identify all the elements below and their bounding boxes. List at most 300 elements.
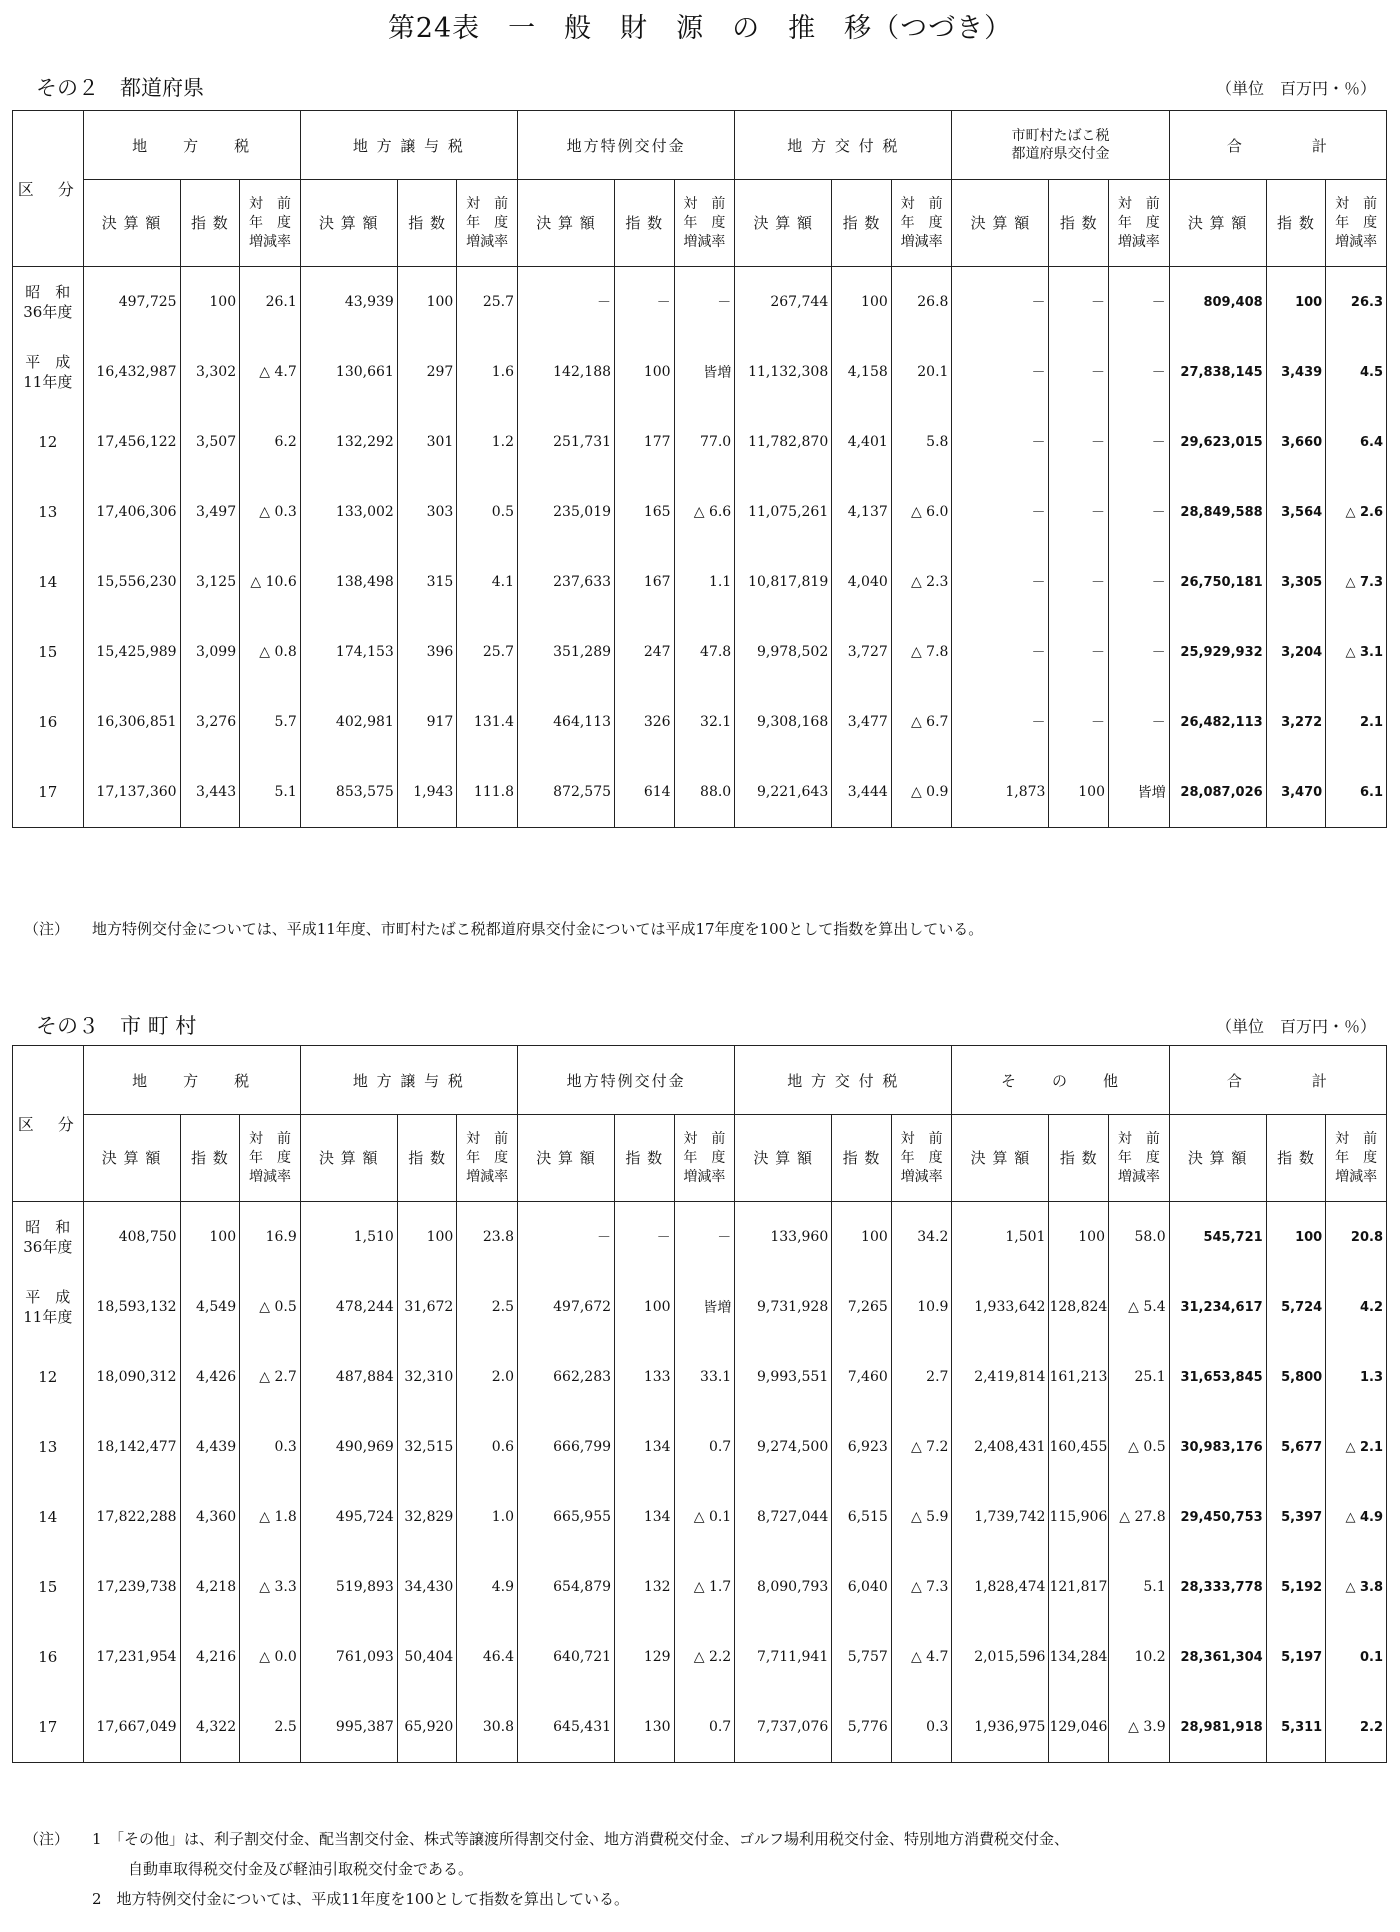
value-cell: 17,406,306 [83, 477, 180, 547]
note-1: 1 「その他」は、利子割交付金、配当割交付金、株式等譲渡所得割交付金、地方消費税交付金、ゴルフ場利用税交付金、特別地方消費税交付金、 [92, 1830, 1070, 1848]
total-cell: 30,983,176 [1169, 1412, 1266, 1482]
value-cell: 17,231,954 [83, 1622, 180, 1692]
value-cell: 7,460 [832, 1342, 892, 1412]
total-cell: △ 2.6 [1326, 477, 1387, 547]
value-cell: 皆増 [1109, 757, 1170, 828]
total-cell: △ 3.1 [1326, 617, 1387, 687]
index-header: 指 数 [1266, 1115, 1326, 1202]
value-cell: △ 3.9 [1109, 1692, 1170, 1763]
table-row [13, 1342, 1387, 1412]
value-cell: 666,799 [518, 1412, 615, 1482]
value-cell: 88.0 [674, 757, 735, 828]
rate-header-line: 増減率 [466, 1168, 509, 1185]
total-cell: 28,361,304 [1169, 1622, 1266, 1692]
value-cell: 133 [615, 1342, 675, 1412]
value-cell: △ 7.2 [891, 1412, 952, 1482]
rate-header-line: 対 前 [248, 195, 291, 212]
total-cell: △ 7.3 [1326, 547, 1387, 617]
total-cell: 26.3 [1326, 267, 1387, 338]
value-cell: － [1109, 337, 1170, 407]
value-cell: 9,993,551 [735, 1342, 832, 1412]
value-cell: 917 [397, 687, 457, 757]
value-cell: 100 [180, 267, 240, 338]
rate-header-line: 年 度 [248, 1149, 291, 1166]
note-label: （注） [24, 1830, 70, 1848]
value-cell: 4.9 [457, 1552, 518, 1622]
value-cell: 4,216 [180, 1622, 240, 1692]
rate-header-line: 対 前 [683, 1130, 726, 1147]
value-cell: △ 6.6 [674, 477, 735, 547]
value-cell: 645,431 [518, 1692, 615, 1763]
amount-header: 決 算 額 [518, 1115, 615, 1202]
value-cell: 4,322 [180, 1692, 240, 1763]
value-cell: 614 [615, 757, 675, 828]
total-cell: 5,677 [1266, 1412, 1326, 1482]
table-row [13, 1692, 1387, 1763]
value-cell: 2,419,814 [952, 1342, 1049, 1412]
rate-header-line: 年 度 [1117, 1149, 1160, 1166]
value-cell: 301 [397, 407, 457, 477]
amount-header: 決 算 額 [300, 1115, 397, 1202]
value-cell: 1.1 [674, 547, 735, 617]
value-cell: △ 0.3 [240, 477, 301, 547]
rate-header-line: 対 前 [248, 1130, 291, 1147]
rate-header [1326, 1115, 1387, 1202]
value-cell: 10,817,819 [735, 547, 832, 617]
rate-header-line: 年 度 [248, 214, 291, 231]
year-cell: 14 [13, 1482, 84, 1552]
section3-unit: （単位 百万円・％） [1215, 1017, 1376, 1036]
table-row [13, 1622, 1387, 1692]
value-cell: 134 [615, 1482, 675, 1552]
index-header: 指 数 [180, 1115, 240, 1202]
index-header: 指 数 [832, 1115, 892, 1202]
value-cell: △ 0.0 [240, 1622, 301, 1692]
rate-header-line: 対 前 [900, 195, 943, 212]
total-cell: 5,197 [1266, 1622, 1326, 1692]
value-cell: － [1049, 617, 1109, 687]
value-cell: 1,501 [952, 1202, 1049, 1273]
value-cell: 32,515 [397, 1412, 457, 1482]
value-cell: 100 [1049, 1202, 1109, 1273]
value-cell: － [952, 477, 1049, 547]
municipality-table [12, 1045, 1387, 1763]
value-cell: 5,757 [832, 1622, 892, 1692]
value-cell: 34.2 [891, 1202, 952, 1273]
total-cell: △ 2.1 [1326, 1412, 1387, 1482]
rate-header [674, 180, 735, 267]
value-cell: △ 2.2 [674, 1622, 735, 1692]
amount-header: 決 算 額 [1169, 1115, 1266, 1202]
table-row [13, 337, 1387, 407]
value-cell: 995,387 [300, 1692, 397, 1763]
value-cell: △ 27.8 [1109, 1482, 1170, 1552]
rate-header-line: 年 度 [1335, 214, 1378, 231]
total-cell: 3,470 [1266, 757, 1326, 828]
value-cell: △ 4.7 [240, 337, 301, 407]
value-cell: 1,739,742 [952, 1482, 1049, 1552]
group-header: 地方特例交付金 [518, 111, 735, 180]
value-cell: 0.6 [457, 1412, 518, 1482]
table-row [13, 1272, 1387, 1342]
value-cell: 1,828,474 [952, 1552, 1049, 1622]
value-cell: － [952, 337, 1049, 407]
value-cell: 100 [1049, 757, 1109, 828]
value-cell: 16.9 [240, 1202, 301, 1273]
value-cell: △ 0.5 [1109, 1412, 1170, 1482]
section2-unit: （単位 百万円・％） [1215, 79, 1376, 98]
value-cell: 487,884 [300, 1342, 397, 1412]
value-cell: 161,213 [1049, 1342, 1109, 1412]
value-cell: － [1109, 477, 1170, 547]
value-cell: △ 10.6 [240, 547, 301, 617]
value-cell: 11,782,870 [735, 407, 832, 477]
value-cell: △ 0.1 [674, 1482, 735, 1552]
total-cell: 4.2 [1326, 1272, 1387, 1342]
amount-header: 決 算 額 [518, 180, 615, 267]
value-cell: － [1049, 687, 1109, 757]
value-cell: 26.8 [891, 267, 952, 338]
value-cell: 11,075,261 [735, 477, 832, 547]
total-cell: 6.1 [1326, 757, 1387, 828]
index-header: 指 数 [397, 180, 457, 267]
rate-header-line: 対 前 [1117, 195, 1160, 212]
rate-header-line: 増減率 [683, 1168, 726, 1185]
value-cell: 6,923 [832, 1412, 892, 1482]
rate-header [891, 1115, 952, 1202]
rate-header [1109, 1115, 1170, 1202]
rate-header-line: 増減率 [900, 1168, 943, 1185]
value-cell: 1,933,642 [952, 1272, 1049, 1342]
value-cell: 1.0 [457, 1482, 518, 1552]
value-cell: － [1049, 337, 1109, 407]
value-cell: 2.5 [240, 1692, 301, 1763]
value-cell: 9,978,502 [735, 617, 832, 687]
total-cell: 28,849,588 [1169, 477, 1266, 547]
total-cell: 545,721 [1169, 1202, 1266, 1273]
total-cell: 26,750,181 [1169, 547, 1266, 617]
table-row [13, 477, 1387, 547]
value-cell: 495,724 [300, 1482, 397, 1552]
rate-header-line: 対 前 [466, 195, 509, 212]
value-cell: 2,015,596 [952, 1622, 1049, 1692]
value-cell: 1,936,975 [952, 1692, 1049, 1763]
value-cell: 47.8 [674, 617, 735, 687]
value-cell: 9,731,928 [735, 1272, 832, 1342]
value-cell: 497,672 [518, 1272, 615, 1342]
value-cell: 皆増 [674, 1272, 735, 1342]
value-cell: 1.6 [457, 337, 518, 407]
note-1-cont: 自動車取得税交付金及び軽油引取税交付金である。 [128, 1860, 474, 1878]
value-cell: 4,439 [180, 1412, 240, 1482]
rate-header-line: 対 前 [1335, 1130, 1378, 1147]
year-cell: 17 [13, 757, 84, 828]
value-cell: 490,969 [300, 1412, 397, 1482]
value-cell: 6,040 [832, 1552, 892, 1622]
index-header: 指 数 [1266, 180, 1326, 267]
value-cell: 174,153 [300, 617, 397, 687]
value-cell: － [1109, 547, 1170, 617]
value-cell: 3,444 [832, 757, 892, 828]
group-header: 地 方 交 付 税 [735, 111, 952, 180]
value-cell: 132,292 [300, 407, 397, 477]
total-cell: △ 3.8 [1326, 1552, 1387, 1622]
rate-header [891, 180, 952, 267]
index-header: 指 数 [832, 180, 892, 267]
value-cell: △ 1.7 [674, 1552, 735, 1622]
year-cell: 17 [13, 1692, 84, 1763]
value-cell: 1,510 [300, 1202, 397, 1273]
total-cell: 100 [1266, 267, 1326, 338]
total-cell: 28,981,918 [1169, 1692, 1266, 1763]
section3-title: その３ 市 町 村 [36, 1014, 197, 1038]
table-row [13, 757, 1387, 828]
value-cell: 130,661 [300, 337, 397, 407]
group-header: 地 方 税 [83, 1046, 300, 1115]
page-title: 第24表 一 般 財 源 の 推 移（つづき） [387, 13, 1013, 44]
table-row [13, 1412, 1387, 1482]
value-cell: 131.4 [457, 687, 518, 757]
value-cell: － [518, 1202, 615, 1273]
value-cell: 65,920 [397, 1692, 457, 1763]
value-cell: 30.8 [457, 1692, 518, 1763]
value-cell: 1,873 [952, 757, 1049, 828]
value-cell: 3,276 [180, 687, 240, 757]
value-cell: 100 [832, 1202, 892, 1273]
rate-header [457, 180, 518, 267]
total-cell: 5,397 [1266, 1482, 1326, 1552]
value-cell: 326 [615, 687, 675, 757]
value-cell: 4,401 [832, 407, 892, 477]
total-cell: 5,192 [1266, 1552, 1326, 1622]
value-cell: 26.1 [240, 267, 301, 338]
value-cell: 111.8 [457, 757, 518, 828]
value-cell: － [1049, 267, 1109, 338]
rate-header [674, 1115, 735, 1202]
value-cell: 115,906 [1049, 1482, 1109, 1552]
value-cell: 2.7 [891, 1342, 952, 1412]
value-cell: － [674, 267, 735, 338]
value-cell: △ 1.8 [240, 1482, 301, 1552]
index-header: 指 数 [397, 1115, 457, 1202]
rate-header-line: 年 度 [683, 1149, 726, 1166]
rate-header-line: 年 度 [466, 214, 509, 231]
value-cell: 4,040 [832, 547, 892, 617]
value-cell: 3,727 [832, 617, 892, 687]
value-cell: 160,455 [1049, 1412, 1109, 1482]
rate-header-line: 対 前 [900, 1130, 943, 1147]
index-header: 指 数 [180, 180, 240, 267]
value-cell: 665,955 [518, 1482, 615, 1552]
value-cell: 46.4 [457, 1622, 518, 1692]
value-cell: △ 0.9 [891, 757, 952, 828]
value-cell: － [952, 687, 1049, 757]
rate-header-line: 年 度 [900, 1149, 943, 1166]
value-cell: 2,408,431 [952, 1412, 1049, 1482]
value-cell: 2.0 [457, 1342, 518, 1412]
value-cell: 167 [615, 547, 675, 617]
total-cell: 2.2 [1326, 1692, 1387, 1763]
group-header: 市町村たばこ税 都道府県交付金 [952, 111, 1169, 180]
rate-header-line: 増減率 [248, 233, 291, 250]
rate-header-line: 増減率 [1117, 233, 1160, 250]
year-cell: 16 [13, 687, 84, 757]
value-cell: 0.3 [891, 1692, 952, 1763]
total-cell: 2.1 [1326, 687, 1387, 757]
value-cell: 142,188 [518, 337, 615, 407]
value-cell: 16,432,987 [83, 337, 180, 407]
table-row [13, 1482, 1387, 1552]
value-cell: － [615, 267, 675, 338]
value-cell: 100 [832, 267, 892, 338]
value-cell: 3,099 [180, 617, 240, 687]
value-cell: 132 [615, 1552, 675, 1622]
value-cell: 134,284 [1049, 1622, 1109, 1692]
year-cell: 12 [13, 1342, 84, 1412]
rate-header-line: 増減率 [1117, 1168, 1160, 1185]
value-cell: △ 2.7 [240, 1342, 301, 1412]
year-cell: 昭 和 36年度 [13, 267, 84, 338]
value-cell: 640,721 [518, 1622, 615, 1692]
total-cell: △ 4.9 [1326, 1482, 1387, 1552]
value-cell: 32,310 [397, 1342, 457, 1412]
value-cell: △ 6.0 [891, 477, 952, 547]
value-cell: 1,943 [397, 757, 457, 828]
value-cell: 0.5 [457, 477, 518, 547]
group-header: 合 計 [1169, 111, 1386, 180]
value-cell: 0.7 [674, 1692, 735, 1763]
year-cell: 15 [13, 1552, 84, 1622]
value-cell: － [1049, 547, 1109, 617]
value-cell: － [518, 267, 615, 338]
year-cell: 13 [13, 477, 84, 547]
value-cell: △ 0.5 [240, 1272, 301, 1342]
section2-title: その２ 都道府県 [36, 76, 204, 100]
total-cell: 3,305 [1266, 547, 1326, 617]
value-cell: 129,046 [1049, 1692, 1109, 1763]
year-cell: 13 [13, 1412, 84, 1482]
value-cell: 4,360 [180, 1482, 240, 1552]
value-cell: 4,549 [180, 1272, 240, 1342]
total-cell: 809,408 [1169, 267, 1266, 338]
value-cell: 5.1 [240, 757, 301, 828]
value-cell: 31,672 [397, 1272, 457, 1342]
total-cell: 31,234,617 [1169, 1272, 1266, 1342]
value-cell: 18,090,312 [83, 1342, 180, 1412]
table-row [13, 1202, 1387, 1273]
value-cell: 9,221,643 [735, 757, 832, 828]
value-cell: 7,737,076 [735, 1692, 832, 1763]
value-cell: 17,456,122 [83, 407, 180, 477]
value-cell: － [952, 617, 1049, 687]
value-cell: 128,824 [1049, 1272, 1109, 1342]
group-header: そ の 他 [952, 1046, 1169, 1115]
rate-header-line: 増減率 [1335, 233, 1378, 250]
year-cell: 14 [13, 547, 84, 617]
value-cell: 17,667,049 [83, 1692, 180, 1763]
value-cell: 3,443 [180, 757, 240, 828]
total-cell: 6.4 [1326, 407, 1387, 477]
value-cell: 121,817 [1049, 1552, 1109, 1622]
total-cell: 25,929,932 [1169, 617, 1266, 687]
year-cell: 16 [13, 1622, 84, 1692]
amount-header: 決 算 額 [735, 1115, 832, 1202]
rate-header-line: 対 前 [1335, 195, 1378, 212]
rate-header-line: 増減率 [683, 233, 726, 250]
value-cell: 497,725 [83, 267, 180, 338]
value-cell: － [952, 267, 1049, 338]
total-cell: 28,087,026 [1169, 757, 1266, 828]
value-cell: 100 [397, 267, 457, 338]
table-row [13, 547, 1387, 617]
value-cell: 5.1 [1109, 1552, 1170, 1622]
total-cell: 3,660 [1266, 407, 1326, 477]
total-cell: 20.8 [1326, 1202, 1387, 1273]
value-cell: 267,744 [735, 267, 832, 338]
value-cell: 32.1 [674, 687, 735, 757]
value-cell: 129 [615, 1622, 675, 1692]
value-cell: － [1109, 407, 1170, 477]
index-header: 指 数 [615, 180, 675, 267]
total-cell: 3,439 [1266, 337, 1326, 407]
value-cell: － [1049, 407, 1109, 477]
value-cell: 134 [615, 1412, 675, 1482]
value-cell: 18,593,132 [83, 1272, 180, 1342]
value-cell: 10.2 [1109, 1622, 1170, 1692]
amount-header: 決 算 額 [83, 1115, 180, 1202]
rate-header-line: 年 度 [466, 1149, 509, 1166]
rate-header [1326, 180, 1387, 267]
value-cell: 33.1 [674, 1342, 735, 1412]
rate-header [457, 1115, 518, 1202]
rate-header-line: 年 度 [1335, 1149, 1378, 1166]
rate-header-line: 年 度 [683, 214, 726, 231]
group-header: 地 方 譲 与 税 [300, 1046, 517, 1115]
value-cell: 5,776 [832, 1692, 892, 1763]
value-cell: 9,274,500 [735, 1412, 832, 1482]
value-cell: 100 [615, 337, 675, 407]
value-cell: 17,137,360 [83, 757, 180, 828]
value-cell: 25.1 [1109, 1342, 1170, 1412]
rate-header-line: 対 前 [683, 195, 726, 212]
value-cell: 20.1 [891, 337, 952, 407]
value-cell: 25.7 [457, 617, 518, 687]
value-cell: 315 [397, 547, 457, 617]
year-cell: 12 [13, 407, 84, 477]
value-cell: 10.9 [891, 1272, 952, 1342]
value-cell: 853,575 [300, 757, 397, 828]
total-cell: 31,653,845 [1169, 1342, 1266, 1412]
total-cell: 1.3 [1326, 1342, 1387, 1412]
rate-header-line: 増減率 [466, 233, 509, 250]
value-cell: 16,306,851 [83, 687, 180, 757]
value-cell: 皆増 [674, 337, 735, 407]
table-row [13, 687, 1387, 757]
value-cell: 1.2 [457, 407, 518, 477]
value-cell: 4,218 [180, 1552, 240, 1622]
total-cell: 0.1 [1326, 1622, 1387, 1692]
total-cell: 29,450,753 [1169, 1482, 1266, 1552]
value-cell: 6.2 [240, 407, 301, 477]
value-cell: 351,289 [518, 617, 615, 687]
amount-header: 決 算 額 [735, 180, 832, 267]
total-cell: 3,204 [1266, 617, 1326, 687]
value-cell: △ 7.3 [891, 1552, 952, 1622]
value-cell: 5.7 [240, 687, 301, 757]
value-cell: 0.3 [240, 1412, 301, 1482]
value-cell: 177 [615, 407, 675, 477]
total-cell: 26,482,113 [1169, 687, 1266, 757]
